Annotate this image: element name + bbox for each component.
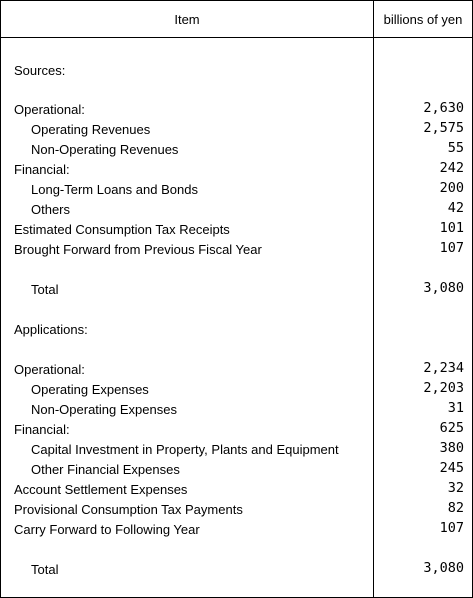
row-value: 3,080 xyxy=(423,280,464,296)
row-value: 2,630 xyxy=(423,100,464,116)
row-value: 32 xyxy=(447,480,464,496)
row-label: Others xyxy=(31,202,71,217)
table-row xyxy=(1,400,472,420)
row-value: 245 xyxy=(439,460,464,476)
row-label: Provisional Consumption Tax Payments xyxy=(14,502,243,517)
table-row xyxy=(1,160,472,180)
row-value: 2,234 xyxy=(423,360,464,376)
row-label: Non-Operating Revenues xyxy=(31,142,179,157)
row-label: Sources: xyxy=(14,63,66,78)
row-label: Other Financial Expenses xyxy=(31,462,180,477)
row-value: 2,575 xyxy=(423,120,464,136)
row-value: 107 xyxy=(439,520,464,536)
table-row xyxy=(1,120,472,140)
row-value: 200 xyxy=(439,180,464,196)
row-label: Applications: xyxy=(14,322,88,337)
table-header xyxy=(1,1,472,38)
row-value: 101 xyxy=(439,220,464,236)
unit-column-header: billions of yen xyxy=(383,12,463,27)
table-row xyxy=(1,180,472,200)
row-label: Carry Forward to Following Year xyxy=(14,522,200,537)
table-row xyxy=(1,100,472,120)
table-row xyxy=(1,460,472,480)
row-label: Operating Revenues xyxy=(31,122,151,137)
row-value: 107 xyxy=(439,240,464,256)
row-value: 31 xyxy=(447,400,464,416)
row-label: Financial: xyxy=(14,422,70,437)
table-row xyxy=(1,480,472,500)
row-label: Operational: xyxy=(14,102,85,117)
row-label: Non-Operating Expenses xyxy=(31,402,177,417)
row-value: 82 xyxy=(447,500,464,516)
row-value: 42 xyxy=(447,200,464,216)
table-row xyxy=(1,380,472,400)
row-value: 242 xyxy=(439,160,464,176)
table-row xyxy=(1,220,472,240)
row-label: Long-Term Loans and Bonds xyxy=(31,182,198,197)
table-row xyxy=(1,240,472,260)
row-value: 2,203 xyxy=(423,380,464,396)
row-value: 3,080 xyxy=(423,560,464,576)
table-row xyxy=(1,440,472,460)
table-row xyxy=(1,320,472,340)
table-row xyxy=(1,200,472,220)
row-value: 625 xyxy=(439,420,464,436)
table-row xyxy=(1,61,472,81)
table-row xyxy=(1,140,472,160)
table-row xyxy=(1,560,472,580)
table-row xyxy=(1,500,472,520)
table-row xyxy=(1,360,472,380)
table-row xyxy=(1,280,472,300)
row-label: Total xyxy=(31,562,59,577)
row-label: Capital Investment in Property, Plants and Equipment xyxy=(31,442,339,457)
item-column-header: Item xyxy=(174,12,200,27)
row-label: Estimated Consumption Tax Receipts xyxy=(14,222,230,237)
row-value: 380 xyxy=(439,440,464,456)
row-label: Account Settlement Expenses xyxy=(14,482,188,497)
table-row xyxy=(1,420,472,440)
row-label: Brought Forward from Previous Fiscal Year xyxy=(14,242,262,257)
row-value: 55 xyxy=(447,140,464,156)
table-row xyxy=(1,520,472,540)
row-label: Operating Expenses xyxy=(31,382,149,397)
row-label: Financial: xyxy=(14,162,70,177)
row-label: Operational: xyxy=(14,362,85,377)
row-label: Total xyxy=(31,282,59,297)
